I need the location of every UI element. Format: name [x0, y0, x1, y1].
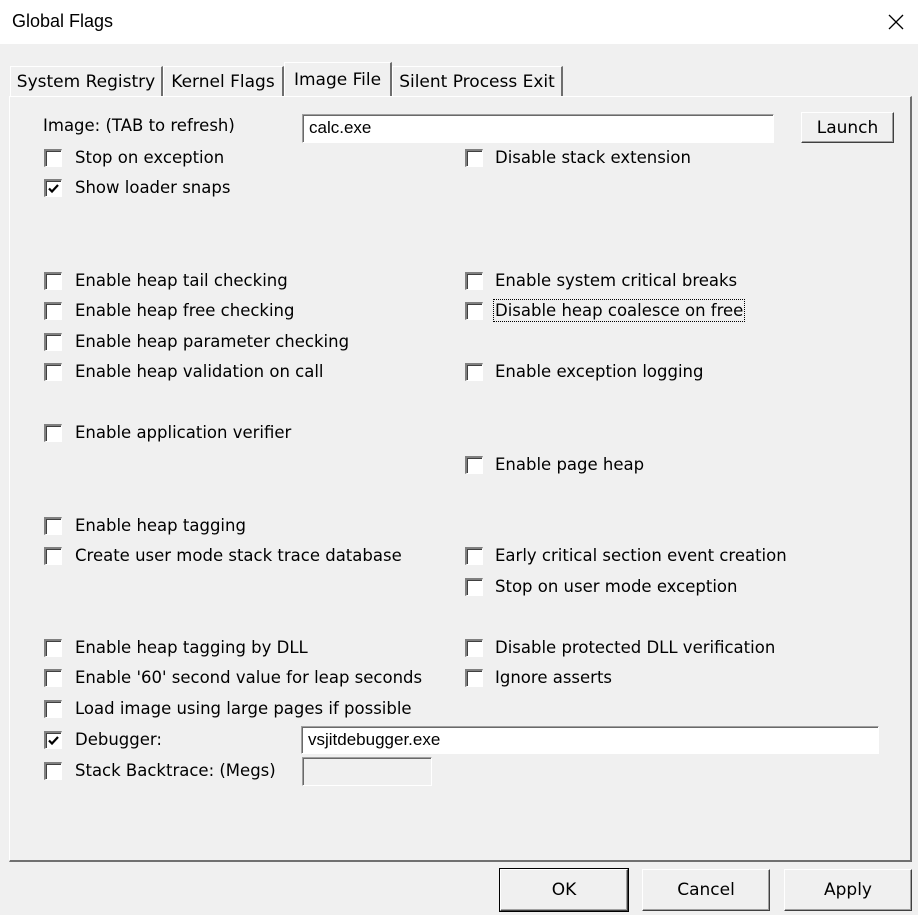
enable-application-verifier-label[interactable]: Enable application verifier [75, 423, 292, 442]
tab-label: Image File [293, 69, 382, 90]
disable-stack-extension-label[interactable]: Disable stack extension [495, 148, 691, 167]
ok-button[interactable]: OK [500, 869, 628, 911]
stack-backtrace-checkbox[interactable] [44, 762, 62, 780]
enable-leap-second-label[interactable]: Enable '60' second value for leap seconds [75, 668, 423, 687]
enable-heap-tail-checking-checkbox[interactable] [44, 272, 62, 290]
image-label: Image: (TAB to refresh) [43, 116, 235, 135]
load-image-large-pages-checkbox[interactable] [44, 700, 62, 718]
show-loader-snaps-checkbox[interactable] [44, 179, 62, 197]
stop-on-user-mode-exception-checkbox[interactable] [465, 578, 483, 596]
enable-heap-tagging-by-dll-label[interactable]: Enable heap tagging by DLL [75, 638, 308, 657]
tab-image-file[interactable] [284, 62, 392, 96]
disable-protected-dll-verification-label[interactable]: Disable protected DLL verification [495, 638, 776, 657]
enable-application-verifier-checkbox[interactable] [44, 424, 62, 442]
ignore-asserts-label[interactable]: Ignore asserts [495, 668, 613, 687]
tab-kernel-flags[interactable] [163, 66, 284, 96]
enable-exception-logging-label[interactable]: Enable exception logging [495, 362, 704, 381]
enable-page-heap-checkbox[interactable] [465, 456, 483, 474]
enable-heap-parameter-checking-checkbox[interactable] [44, 333, 62, 351]
enable-system-critical-breaks-checkbox[interactable] [465, 272, 483, 290]
tab-label: System Registry [16, 71, 156, 92]
stack-backtrace-input[interactable] [302, 757, 432, 786]
load-image-large-pages-label[interactable]: Load image using large pages if possible [75, 699, 412, 718]
early-critical-section-label[interactable]: Early critical section event creation [495, 546, 787, 565]
launch-button[interactable]: Launch [801, 112, 894, 143]
disable-stack-extension-checkbox[interactable] [465, 149, 483, 167]
stop-on-exception-label[interactable]: Stop on exception [75, 148, 225, 167]
tab-system-registry[interactable] [10, 66, 163, 96]
enable-heap-tagging-label[interactable]: Enable heap tagging [75, 516, 246, 535]
disable-protected-dll-verification-checkbox[interactable] [465, 639, 483, 657]
tab-silent-process-exit[interactable] [392, 66, 563, 96]
disable-heap-coalesce-label[interactable]: Disable heap coalesce on free [495, 301, 744, 320]
enable-leap-second-checkbox[interactable] [44, 669, 62, 687]
close-icon [888, 14, 904, 30]
enable-system-critical-breaks-label[interactable]: Enable system critical breaks [495, 271, 738, 290]
enable-heap-free-checking-checkbox[interactable] [44, 302, 62, 320]
checkmark-icon [47, 734, 60, 747]
apply-button[interactable]: Apply [784, 869, 912, 911]
tab-label: Silent Process Exit [399, 71, 555, 92]
debugger-input[interactable]: vsjitdebugger.exe [301, 726, 879, 754]
ignore-asserts-checkbox[interactable] [465, 669, 483, 687]
image-name-input[interactable]: calc.exe [302, 114, 774, 143]
create-stack-trace-db-checkbox[interactable] [44, 547, 62, 565]
enable-heap-validation-on-call-label[interactable]: Enable heap validation on call [75, 362, 324, 381]
tab-label: Kernel Flags [171, 71, 275, 92]
close-button[interactable] [874, 0, 918, 44]
stack-backtrace-label[interactable]: Stack Backtrace: (Megs) [75, 761, 276, 780]
enable-heap-tagging-checkbox[interactable] [44, 517, 62, 535]
disable-heap-coalesce-checkbox[interactable] [465, 302, 483, 320]
title-bar [0, 0, 918, 44]
checkmark-icon [47, 182, 60, 195]
cancel-button[interactable]: Cancel [642, 869, 770, 911]
create-stack-trace-db-label[interactable]: Create user mode stack trace database [75, 546, 402, 565]
enable-page-heap-label[interactable]: Enable page heap [495, 455, 645, 474]
enable-heap-tail-checking-label[interactable]: Enable heap tail checking [75, 271, 288, 290]
early-critical-section-checkbox[interactable] [465, 547, 483, 565]
enable-heap-tagging-by-dll-checkbox[interactable] [44, 639, 62, 657]
enable-exception-logging-checkbox[interactable] [465, 363, 483, 381]
enable-heap-parameter-checking-label[interactable]: Enable heap parameter checking [75, 332, 350, 351]
stop-on-exception-checkbox[interactable] [44, 149, 62, 167]
debugger-label[interactable]: Debugger: [75, 730, 162, 749]
debugger-checkbox[interactable] [44, 731, 62, 749]
show-loader-snaps-label[interactable]: Show loader snaps [75, 178, 231, 197]
enable-heap-free-checking-label[interactable]: Enable heap free checking [75, 301, 295, 320]
window-title: Global Flags [12, 11, 114, 31]
enable-heap-validation-on-call-checkbox[interactable] [44, 363, 62, 381]
stop-on-user-mode-exception-label[interactable]: Stop on user mode exception [495, 577, 738, 596]
